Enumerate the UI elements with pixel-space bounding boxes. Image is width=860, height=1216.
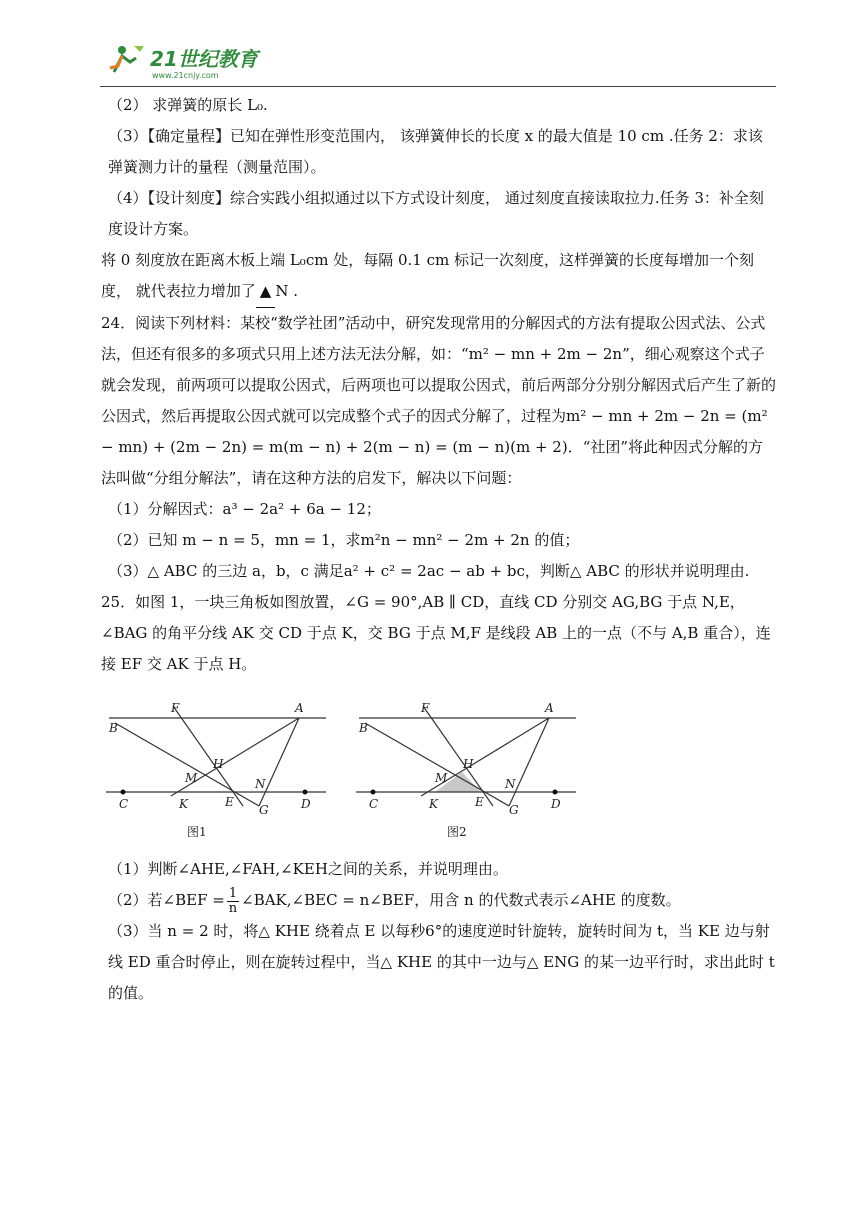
q23-part2: （2） 求弹簧的原长 L₀.: [108, 96, 268, 114]
svg-text:图1: 图1: [187, 825, 207, 839]
geometry-figures: [101, 688, 777, 848]
svg-text:B: B: [109, 721, 118, 735]
figure-1: [101, 688, 331, 848]
svg-text:H: H: [463, 757, 474, 771]
svg-text:A: A: [295, 701, 304, 715]
svg-text:21世纪教育: 21世纪教育: [150, 47, 258, 71]
svg-text:D: D: [301, 797, 311, 811]
q25-part1: （1）判断∠AHE,∠FAH,∠KEH之间的关系，并说明理由。: [108, 860, 508, 878]
svg-text:N: N: [505, 777, 516, 791]
q23-part5-unit: N .: [275, 282, 298, 300]
q23-part4: （4）【设计刻度】综合实践小组拟通过以下方式设计刻度， 通过刻度直接读取拉力.任务 3：补全刻度设计方案。: [108, 189, 764, 238]
svg-text:D: D: [551, 797, 561, 811]
svg-text:H: H: [213, 757, 224, 771]
fraction-denominator: n: [228, 900, 238, 916]
figure-2: [351, 688, 581, 848]
q24-intro: 24．阅读下列材料：某校“数学社团”活动中，研究发现常用的分解因式的方法有提取公因式法、公式法，但还有很多的多项式只用上述方法无法分解，如：“m² − mn + 2m − 2n”，细心观察这个式子就会发现，前两项可以提取公因式，后两项也可以提取公因式，前后两部分分别分解因式后产生了新的公因式，然后再提取公因式就可以完成整个式子的因式分解了，过程为m² − mn + 2m − 2n = (m² − mn) + (2m − 2n) = m(m − n) + 2(m − n) = (m − n)(m + 2)．“社团”将此种因式分解的方法叫做“分组分解法”，请在这种方法的启发下，解决以下问题：: [101, 314, 777, 487]
svg-text:F: F: [421, 701, 430, 715]
svg-text:F: F: [171, 701, 180, 715]
svg-text:E: E: [225, 795, 234, 809]
svg-text:www.21cnjy.com: www.21cnjy.com: [152, 71, 219, 80]
svg-text:C: C: [119, 797, 129, 811]
svg-text:K: K: [429, 797, 438, 811]
answer-blank: ▲: [256, 276, 276, 308]
svg-text:B: B: [359, 721, 368, 735]
svg-text:G: G: [509, 803, 519, 817]
q25-part2-start: （2）若∠BEF =: [108, 891, 225, 909]
q25-part2-end: ∠BAK,∠BEC = n∠BEF，用含 n 的代数式表示∠AHE 的度数。: [241, 891, 681, 909]
q23-part5: [101, 245, 777, 308]
svg-text:C: C: [369, 797, 379, 811]
svg-text:A: A: [545, 701, 554, 715]
header-rule: [100, 86, 776, 87]
q25-part3: （3）当 n = 2 时，将△ KHE 绕着点 E 以每秒6°的速度逆时针旋转，旋转时间为 t，当 KE 边与射线 ED 重合时停止，则在旋转过程中，当△ KHE 的其中一边与△ ENG 的某一边平行时，求出此时 t 的值。: [108, 922, 775, 1002]
q24-part2: （2）已知 m − n = 5，mn = 1，求m²n − mn² − 2m + 2n 的值；: [108, 531, 580, 549]
q23-part3: （3）【确定量程】已知在弹性形变范围内， 该弹簧伸长的长度 x 的最大值是 10 cm .任务 2：求该弹簧测力计的量程（测量范围）。: [108, 127, 763, 176]
svg-text:M: M: [435, 771, 448, 785]
svg-text:图2: 图2: [447, 825, 467, 839]
svg-text:M: M: [185, 771, 198, 785]
svg-text:N: N: [255, 777, 266, 791]
fraction-1-over-n: [227, 887, 239, 916]
document-body: [101, 90, 777, 1009]
svg-text:K: K: [179, 797, 188, 811]
runner-icon: [110, 46, 144, 72]
fraction-numerator: 1: [228, 885, 238, 901]
q24-part3: （3）△ ABC 的三边 a，b，c 满足a² + c² = 2ac − ab + bc，判断△ ABC 的形状并说明理由.: [108, 562, 750, 580]
q24-part1: （1）分解因式：a³ − 2a² + 6a − 12；: [108, 500, 381, 518]
page-header: [100, 40, 776, 88]
q25-intro: 25．如图 1，一块三角板如图放置，∠G = 90°,AB ∥ CD，直线 CD 分别交 AG,BG 于点 N,E，∠BAG 的角平分线 AK 交 CD 于点 K，交 BG 于点 M,F 是线段 AB 上的一点（不与 A,B 重合），连接 EF 交 AK 于点 H。: [101, 593, 771, 673]
q23-part5-text: 将 0 刻度放在距离木板上端 L₀cm 处，每隔 0.1 cm 标记一次刻度，这样弹簧的长度每增加一个刻度， 就代表拉力增加了: [101, 251, 755, 300]
q25-part2: [101, 885, 777, 916]
svg-text:G: G: [259, 803, 269, 817]
svg-text:E: E: [475, 795, 484, 809]
logo-21cnjy: [104, 42, 284, 82]
